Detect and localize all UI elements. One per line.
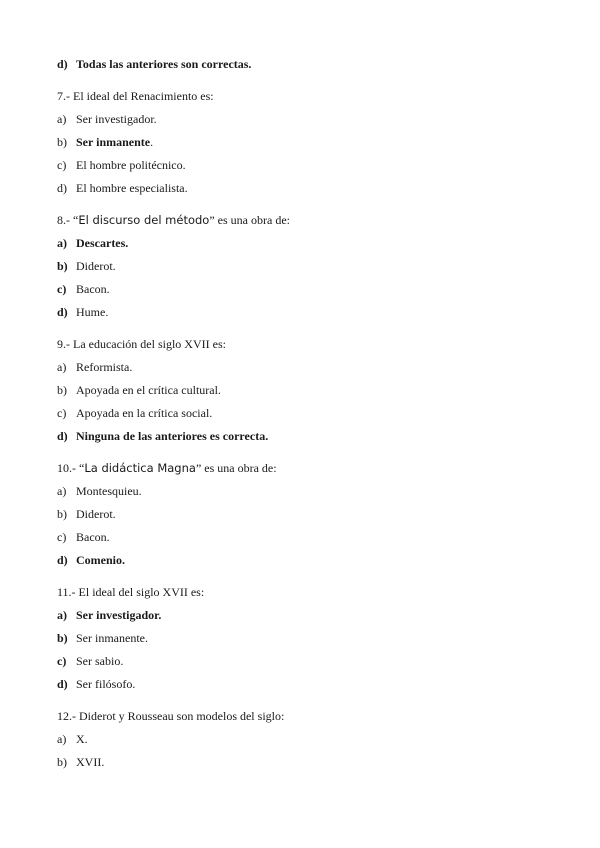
option-text: Ser inmanente [76, 135, 151, 149]
option-text: Descartes. [76, 236, 129, 250]
option-text: Ninguna de las anteriores es correcta. [76, 429, 269, 443]
option-letter: d) [57, 305, 68, 319]
answer-option [57, 305, 108, 319]
option-letter: b) [57, 135, 67, 149]
option-letter: b) [57, 383, 67, 397]
option-text: El hombre politécnico. [76, 158, 186, 172]
answer-option [57, 677, 135, 691]
question-prefix: 10.- “ [57, 461, 85, 475]
answer-option [57, 112, 157, 126]
option-text: Ser investigador. [76, 112, 157, 126]
option-letter: c) [57, 282, 67, 296]
option-text: Diderot. [76, 259, 116, 273]
answer-option [57, 236, 128, 250]
answer-option [57, 57, 251, 71]
option-letter: c) [57, 158, 67, 172]
option-text: Hume. [76, 305, 109, 319]
option-text: Comenio. [76, 553, 125, 567]
answer-option [57, 181, 188, 195]
answer-option [57, 360, 132, 374]
option-letter: b) [57, 507, 67, 521]
option-letter: d) [57, 181, 67, 195]
answer-option [57, 553, 125, 567]
option-text: El hombre especialista. [76, 181, 188, 195]
option-text: Todas las anteriores son correctas. [76, 57, 252, 71]
option-text: Ser filósofo. [76, 677, 136, 691]
option-text: X. [76, 732, 88, 746]
option-suffix: . [150, 135, 154, 149]
option-text: Apoyada en la crítica social. [76, 406, 213, 420]
option-letter: a) [57, 360, 67, 374]
option-text: Bacon. [76, 530, 110, 544]
option-letter: a) [57, 236, 67, 250]
answer-option [57, 383, 221, 397]
question-heading [57, 213, 290, 227]
answer-option [57, 259, 116, 273]
question-text: 9.- La educación del siglo XVII es: [57, 337, 226, 351]
answer-option [57, 158, 186, 172]
answer-option [57, 429, 268, 443]
question-prefix: 8.- “ [57, 213, 79, 227]
option-text: Reformista. [76, 360, 133, 374]
option-text: Diderot. [76, 507, 116, 521]
question-text: 7.- El ideal del Renacimiento es: [57, 89, 214, 103]
option-letter: d) [57, 57, 68, 71]
option-letter: d) [57, 677, 68, 691]
answer-option [57, 654, 123, 668]
work-title: El discurso del método [78, 213, 210, 227]
answer-option [57, 608, 161, 622]
question-text: 11.- El ideal del siglo XVII es: [57, 585, 205, 599]
option-letter: a) [57, 732, 67, 746]
question-text: 12.- Diderot y Rousseau son modelos del siglo: [57, 709, 285, 723]
option-text: Bacon. [76, 282, 110, 296]
option-text: XVII. [76, 755, 105, 769]
question-heading [57, 709, 284, 723]
option-letter: a) [57, 484, 67, 498]
question-suffix: ” es una obra de: [209, 213, 290, 227]
answer-option [57, 507, 116, 521]
option-letter: c) [57, 654, 67, 668]
option-text: Ser sabio. [76, 654, 124, 668]
question-suffix: ” es una obra de: [195, 461, 277, 475]
question-heading [57, 89, 214, 103]
answer-option [57, 484, 142, 498]
answer-option [57, 135, 153, 149]
option-text: Montesquieu. [76, 484, 142, 498]
option-letter: c) [57, 530, 67, 544]
answer-option [57, 631, 148, 645]
option-text: Apoyada en el crítica cultural. [76, 383, 221, 397]
option-letter: d) [57, 429, 68, 443]
option-letter: a) [57, 112, 67, 126]
option-text: Ser investigador. [76, 608, 162, 622]
option-letter: c) [57, 406, 67, 420]
question-heading [57, 337, 226, 351]
option-letter: b) [57, 259, 68, 273]
answer-option [57, 732, 88, 746]
answer-option [57, 282, 110, 296]
answer-option [57, 755, 104, 769]
question-heading [57, 585, 204, 599]
option-letter: b) [57, 755, 67, 769]
question-heading [57, 461, 277, 475]
option-letter: b) [57, 631, 68, 645]
answer-option [57, 530, 110, 544]
option-text: Ser inmanente. [76, 631, 148, 645]
option-letter: d) [57, 553, 68, 567]
option-letter: a) [57, 608, 67, 622]
work-title: La didáctica Magna [84, 461, 196, 475]
answer-option [57, 406, 212, 420]
